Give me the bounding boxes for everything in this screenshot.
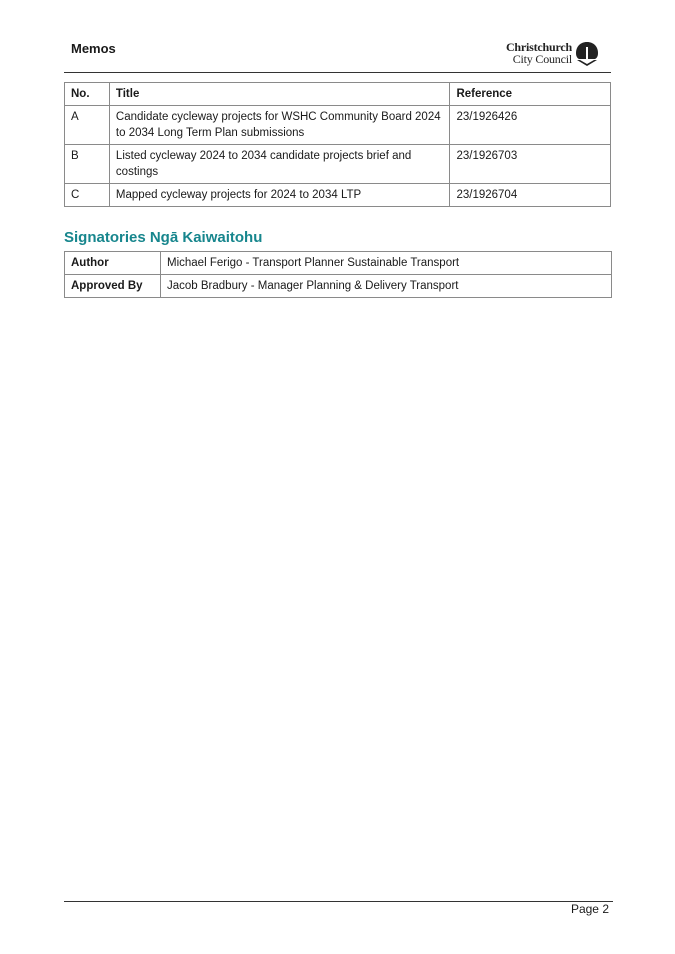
attachment-title: Candidate cycleway projects for WSHC Community Board 2024 to 2034 Long Term Plan submissions xyxy=(109,106,450,145)
attachment-title: Mapped cycleway projects for 2024 to 2034 LTP xyxy=(109,184,450,207)
signatories-table xyxy=(64,251,612,298)
signatory-label: Approved By xyxy=(65,275,161,298)
logo-line-1: Christchurch xyxy=(505,40,572,54)
council-logo xyxy=(498,41,602,69)
signatory-value: Jacob Bradbury - Manager Planning & Delivery Transport xyxy=(161,275,612,298)
table-header-row xyxy=(65,83,611,106)
attachment-reference: 23/1926704 xyxy=(450,184,611,207)
attachment-no: A xyxy=(65,106,110,145)
attachment-title: Listed cycleway 2024 to 2034 candidate projects brief and costings xyxy=(109,145,450,184)
header-title: Memos xyxy=(71,41,116,56)
attachment-reference: 23/1926703 xyxy=(450,145,611,184)
table-row xyxy=(65,106,611,145)
column-header-title: Title xyxy=(109,83,450,106)
attachment-no: C xyxy=(65,184,110,207)
page-number: Page 2 xyxy=(570,902,609,916)
footer-divider xyxy=(64,901,613,902)
table-row xyxy=(65,184,611,207)
header-divider xyxy=(64,72,611,73)
christchurch-city-council-icon xyxy=(574,41,600,67)
table-row xyxy=(65,145,611,184)
signatory-row xyxy=(65,275,612,298)
signatory-value: Michael Ferigo - Transport Planner Sustainable Transport xyxy=(161,252,612,275)
column-header-no: No. xyxy=(65,83,110,106)
attachment-no: B xyxy=(65,145,110,184)
attachments-table xyxy=(64,82,611,207)
column-header-reference: Reference xyxy=(450,83,611,106)
logo-line-2: City Council xyxy=(512,52,572,66)
logo-text xyxy=(506,41,572,65)
signatory-row xyxy=(65,252,612,275)
signatory-label: Author xyxy=(65,252,161,275)
attachment-reference: 23/1926426 xyxy=(450,106,611,145)
signatories-heading: Signatories Ngā Kaiwaitohu xyxy=(64,229,263,246)
